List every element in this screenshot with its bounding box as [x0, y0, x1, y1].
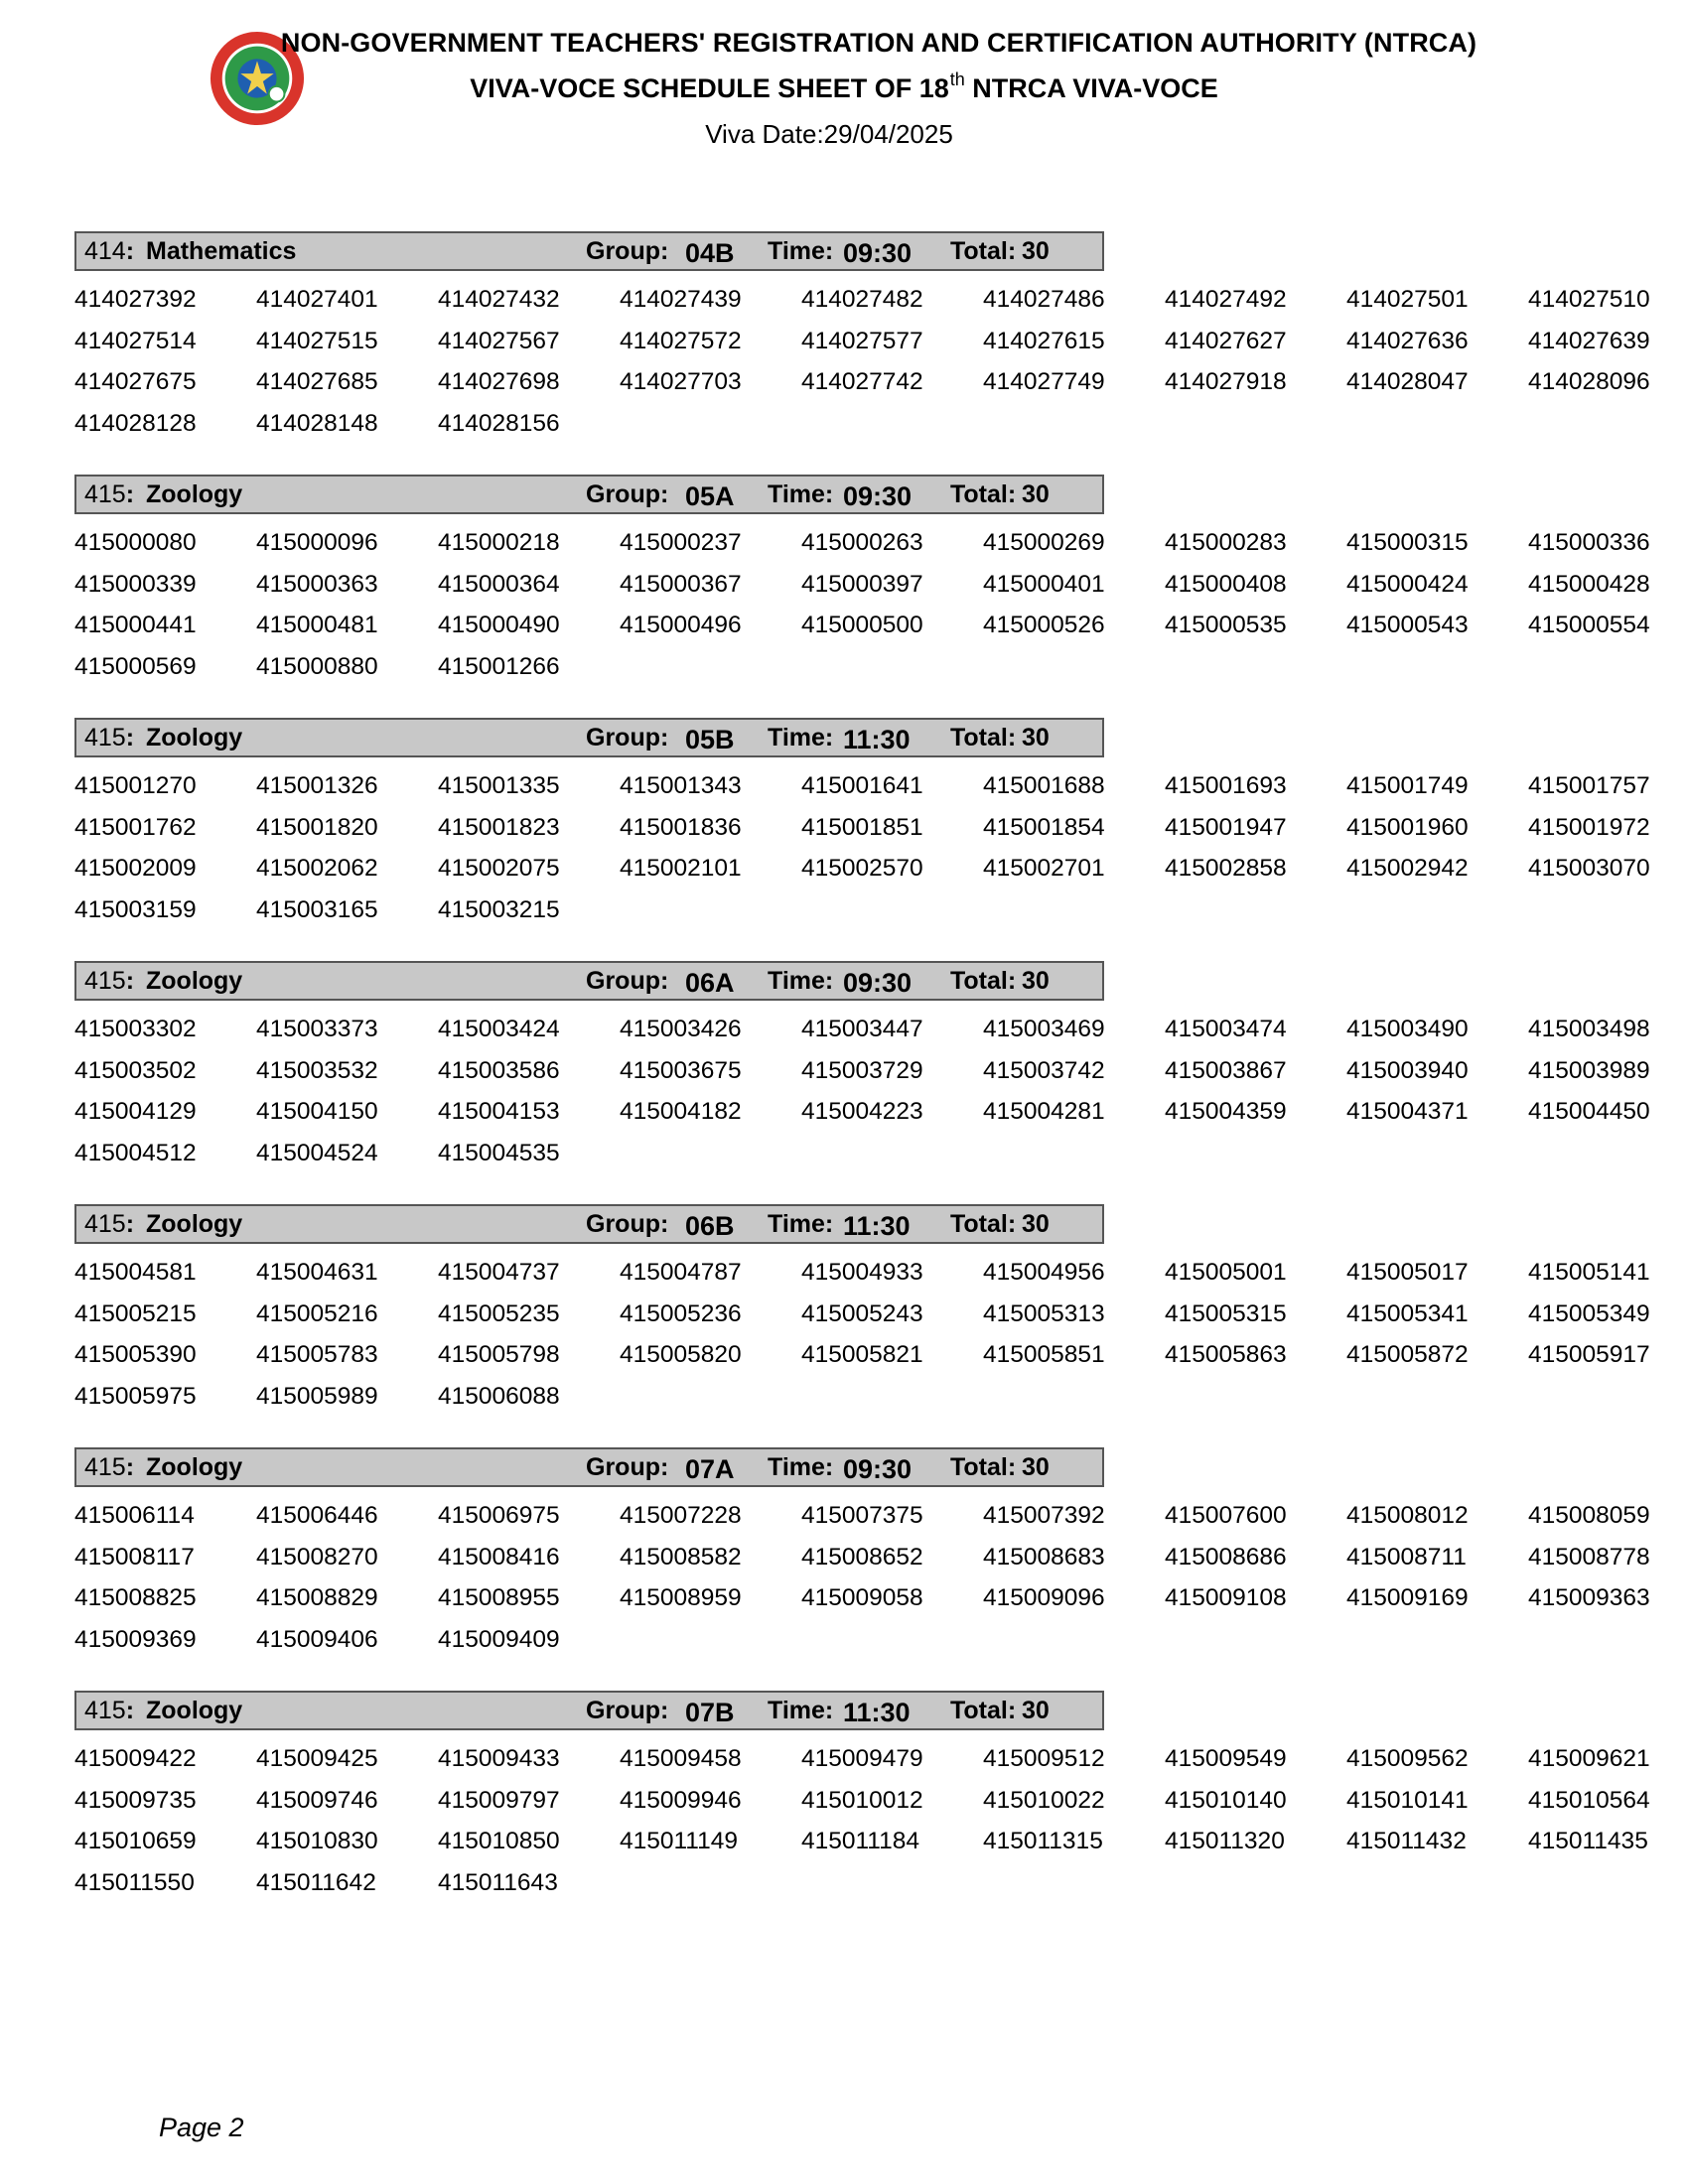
roll-number: 415003302: [74, 1016, 197, 1042]
roll-number: 415004359: [1165, 1098, 1287, 1125]
group-value: 07A: [685, 1454, 735, 1484]
roll-number: 415005975: [74, 1382, 197, 1410]
subject-name: Zoology: [146, 967, 243, 995]
roll-number: 415004153: [438, 1098, 560, 1125]
roll-number: 415009562: [1346, 1745, 1469, 1772]
subject-code: 415:: [84, 1453, 135, 1481]
roll-number: 415005315: [1165, 1299, 1287, 1327]
roll-number: 415001960: [1346, 813, 1469, 841]
roll-number: 415000364: [438, 570, 560, 598]
roll-number: 415005313: [983, 1299, 1105, 1327]
roll-number: 415004450: [1528, 1098, 1650, 1125]
roll-number: 415011320: [1165, 1828, 1285, 1854]
roll-number-grid: [74, 1252, 1683, 1417]
roll-number: 415003729: [801, 1056, 923, 1084]
roll-number: 415005141: [1528, 1259, 1650, 1286]
roll-number: 415003070: [1528, 855, 1650, 882]
subject-code: 414:: [84, 237, 135, 265]
roll-number: 415002570: [801, 855, 923, 882]
roll-number: 415000315: [1346, 529, 1469, 556]
schedule-section: [74, 961, 1683, 1199]
roll-number: 415000880: [256, 652, 378, 680]
roll-number: 414028096: [1528, 368, 1650, 395]
schedule-section: [74, 231, 1683, 470]
roll-number: 415004512: [74, 1139, 197, 1166]
roll-number: 415005783: [256, 1341, 378, 1368]
roll-number-grid: [74, 522, 1683, 687]
roll-number: 415011149: [620, 1828, 738, 1854]
roll-number: 415000543: [1346, 612, 1469, 638]
roll-number: 414027492: [1165, 286, 1287, 313]
roll-number: 415008582: [620, 1543, 742, 1570]
time-label: Time:: [768, 480, 834, 508]
time-label: Time:: [768, 967, 834, 995]
roll-number: 415006975: [438, 1502, 560, 1529]
time-label: Time:: [768, 237, 834, 265]
roll-number: 415000367: [620, 570, 742, 598]
roll-number: 415000401: [983, 570, 1105, 598]
roll-number: 415000441: [74, 612, 197, 638]
roll-number: 415005349: [1528, 1299, 1650, 1327]
roll-number: 415002101: [620, 855, 742, 882]
roll-number: 415003165: [256, 895, 378, 923]
roll-number: 415001266: [438, 652, 560, 680]
roll-number: 415009512: [983, 1745, 1105, 1772]
roll-number: 414027742: [801, 368, 923, 395]
roll-number: 415005821: [801, 1341, 923, 1368]
roll-number: 415010140: [1165, 1786, 1287, 1814]
roll-number: 415004182: [620, 1098, 742, 1125]
roll-number: 415005820: [620, 1341, 742, 1368]
roll-number: 415008012: [1346, 1502, 1469, 1529]
roll-number: 415002858: [1165, 855, 1287, 882]
roll-number: 414027577: [801, 327, 923, 354]
roll-number: 414027515: [256, 327, 378, 354]
roll-number: 414027698: [438, 368, 560, 395]
roll-number: 415000490: [438, 612, 560, 638]
time-value: 11:30: [843, 1698, 911, 1727]
roll-number: 415004631: [256, 1259, 378, 1286]
roll-number: 415005215: [74, 1299, 197, 1327]
group-label: Group:: [586, 480, 669, 508]
total-label: Total:: [950, 480, 1017, 508]
roll-number: 414027918: [1165, 368, 1287, 395]
group-label: Group:: [586, 1697, 669, 1724]
roll-number: 415003940: [1346, 1056, 1469, 1084]
roll-number: 415008711: [1346, 1543, 1467, 1570]
roll-number: 415009797: [438, 1786, 560, 1814]
roll-number: 415000269: [983, 529, 1105, 556]
roll-number: 415000500: [801, 612, 923, 638]
roll-number: 415005243: [801, 1299, 923, 1327]
roll-number: 415008959: [620, 1584, 742, 1611]
roll-number: 415008059: [1528, 1502, 1650, 1529]
roll-number: 415001757: [1528, 772, 1650, 799]
subject-code: 415:: [84, 724, 135, 751]
total-value: 30: [1022, 237, 1050, 265]
section-header: [74, 231, 1104, 271]
roll-number: 415008652: [801, 1543, 923, 1570]
roll-number: 415009746: [256, 1786, 378, 1814]
roll-number: 414028148: [256, 409, 378, 437]
roll-number: 415003373: [256, 1016, 378, 1042]
roll-number: 415008683: [983, 1543, 1105, 1570]
roll-number-grid: [74, 1738, 1683, 1903]
roll-number: 415004371: [1346, 1098, 1469, 1125]
total-value: 30: [1022, 967, 1050, 995]
roll-number: 414027567: [438, 327, 560, 354]
roll-number: 415001972: [1528, 813, 1650, 841]
roll-number: 415005216: [256, 1299, 378, 1327]
roll-number: 415005872: [1346, 1341, 1469, 1368]
subject-name: Zoology: [146, 1697, 243, 1724]
roll-number: 415009621: [1528, 1745, 1650, 1772]
roll-number: 414027572: [620, 327, 742, 354]
roll-number: 415001823: [438, 813, 560, 841]
roll-number: 415008825: [74, 1584, 197, 1611]
roll-number: 415001836: [620, 813, 742, 841]
group-label: Group:: [586, 967, 669, 995]
section-header: [74, 1691, 1104, 1730]
roll-number: 415005236: [620, 1299, 742, 1327]
roll-number: 415000554: [1528, 612, 1650, 638]
roll-number: 415005017: [1346, 1259, 1469, 1286]
section-header: [74, 961, 1104, 1001]
roll-number: 415005341: [1346, 1299, 1469, 1327]
roll-number: 414027501: [1346, 286, 1469, 313]
subject-name: Mathematics: [146, 237, 297, 265]
time-value: 09:30: [843, 481, 913, 511]
roll-number: 415000080: [74, 529, 197, 556]
roll-number: 414027439: [620, 286, 742, 313]
roll-number: 415005851: [983, 1341, 1105, 1368]
roll-number: 415010022: [983, 1786, 1105, 1814]
roll-number: 415004223: [801, 1098, 923, 1125]
roll-number: 415000496: [620, 612, 742, 638]
roll-number: 415011643: [438, 1868, 558, 1896]
roll-number: 414028128: [74, 409, 197, 437]
roll-number: 415009425: [256, 1745, 378, 1772]
total-label: Total:: [950, 967, 1017, 995]
roll-number: 415001820: [256, 813, 378, 841]
roll-number: 415004737: [438, 1259, 560, 1286]
roll-number: 415002009: [74, 855, 197, 882]
roll-number: 415000218: [438, 529, 560, 556]
roll-number-grid: [74, 1495, 1683, 1660]
total-label: Total:: [950, 724, 1017, 751]
roll-number: 415009096: [983, 1584, 1105, 1611]
roll-number: 415003742: [983, 1056, 1105, 1084]
roll-number: 415000569: [74, 652, 197, 680]
roll-number: 414027392: [74, 286, 197, 313]
roll-number: 414027627: [1165, 327, 1287, 354]
page-number: Page 2: [159, 2113, 244, 2142]
roll-number: 415002062: [256, 855, 378, 882]
roll-number: 415005235: [438, 1299, 560, 1327]
roll-number-grid: [74, 1009, 1683, 1173]
group-value: 06A: [685, 968, 735, 998]
roll-number: 415000526: [983, 612, 1105, 638]
roll-number: 415002075: [438, 855, 560, 882]
group-value: 06B: [685, 1211, 735, 1241]
roll-number: 415003490: [1346, 1016, 1469, 1042]
roll-number: 415009169: [1346, 1584, 1469, 1611]
group-label: Group:: [586, 1453, 669, 1481]
time-value: 09:30: [843, 238, 913, 268]
roll-number: 414027510: [1528, 286, 1650, 313]
time-value: 09:30: [843, 968, 913, 998]
schedule-section: [74, 1447, 1683, 1686]
roll-number: 415010012: [801, 1786, 923, 1814]
time-value: 11:30: [843, 1211, 911, 1241]
roll-number: 415001326: [256, 772, 378, 799]
roll-number: 415001270: [74, 772, 197, 799]
roll-number: 415005001: [1165, 1259, 1287, 1286]
roll-number: 415010564: [1528, 1786, 1650, 1814]
roll-number: 415003426: [620, 1016, 742, 1042]
roll-number: 414027615: [983, 327, 1105, 354]
viva-date: Viva Date:29/04/2025: [705, 119, 953, 149]
roll-number: 415009735: [74, 1786, 197, 1814]
group-label: Group:: [586, 1210, 669, 1238]
roll-number: 415009549: [1165, 1745, 1287, 1772]
roll-number: 415009422: [74, 1745, 197, 1772]
roll-number: 415000535: [1165, 612, 1287, 638]
group-value: 04B: [685, 238, 735, 268]
roll-number: 415000408: [1165, 570, 1287, 598]
roll-number: 415000424: [1346, 570, 1469, 598]
roll-number: 415010659: [74, 1828, 197, 1854]
roll-number: 415011184: [801, 1828, 919, 1854]
roll-number: 415011432: [1346, 1828, 1467, 1854]
roll-number: 415003215: [438, 895, 560, 923]
roll-number: 415000397: [801, 570, 923, 598]
roll-number: 415009058: [801, 1584, 923, 1611]
roll-number: 415010850: [438, 1828, 560, 1854]
roll-number: 415008686: [1165, 1543, 1287, 1570]
roll-number: 415000481: [256, 612, 378, 638]
roll-number: 415000283: [1165, 529, 1287, 556]
roll-number: 415003159: [74, 895, 197, 923]
roll-number: 415009946: [620, 1786, 742, 1814]
total-value: 30: [1022, 480, 1050, 508]
roll-number: 414027486: [983, 286, 1105, 313]
roll-number: 414027639: [1528, 327, 1650, 354]
roll-number: 415004956: [983, 1259, 1105, 1286]
roll-number: 415001851: [801, 813, 923, 841]
time-value: 11:30: [843, 725, 911, 754]
roll-number: 415011315: [983, 1828, 1103, 1854]
roll-number: 414028047: [1346, 368, 1469, 395]
time-label: Time:: [768, 724, 834, 751]
roll-number: 415010830: [256, 1828, 378, 1854]
roll-number: 415009369: [74, 1625, 197, 1653]
roll-number: 415001641: [801, 772, 923, 799]
roll-number: 415003586: [438, 1056, 560, 1084]
roll-number: 415001335: [438, 772, 560, 799]
subject-name: Zoology: [146, 480, 243, 508]
roll-number: 415005390: [74, 1341, 197, 1368]
total-value: 30: [1022, 1210, 1050, 1238]
roll-number: 415007392: [983, 1502, 1105, 1529]
roll-number: 415008416: [438, 1543, 560, 1570]
roll-number: 415005917: [1528, 1341, 1650, 1368]
roll-number: 415000336: [1528, 529, 1650, 556]
roll-number: 415006088: [438, 1382, 560, 1410]
roll-number: 415010141: [1346, 1786, 1469, 1814]
roll-number: 415001762: [74, 813, 197, 841]
total-value: 30: [1022, 1453, 1050, 1481]
roll-number: 415003502: [74, 1056, 197, 1084]
time-label: Time:: [768, 1210, 834, 1238]
roll-number-grid: [74, 279, 1683, 444]
roll-number: 415003498: [1528, 1016, 1650, 1042]
schedule-section: [74, 475, 1683, 713]
group-value: 05B: [685, 725, 735, 754]
roll-number: 415003532: [256, 1056, 378, 1084]
schedule-section: [74, 718, 1683, 956]
section-header: [74, 1447, 1104, 1487]
total-value: 30: [1022, 724, 1050, 751]
roll-number: 415003424: [438, 1016, 560, 1042]
roll-number: 415004933: [801, 1259, 923, 1286]
total-label: Total:: [950, 1697, 1017, 1724]
roll-number: 415007600: [1165, 1502, 1287, 1529]
roll-number: 415001947: [1165, 813, 1287, 841]
roll-number: 415008955: [438, 1584, 560, 1611]
time-value: 09:30: [843, 1454, 913, 1484]
roll-number: 415009458: [620, 1745, 742, 1772]
subject-code: 415:: [84, 967, 135, 995]
subject-name: Zoology: [146, 1453, 243, 1481]
roll-number: 415003469: [983, 1016, 1105, 1042]
roll-number: 415004281: [983, 1098, 1105, 1125]
roll-number: 415000237: [620, 529, 742, 556]
page-subtitle: VIVA-VOCE SCHEDULE SHEET OF 18th NTRCA VIVA-VOCE: [470, 69, 1218, 103]
roll-number: 415000363: [256, 570, 378, 598]
subject-name: Zoology: [146, 724, 243, 751]
roll-number: 415003989: [1528, 1056, 1650, 1084]
time-label: Time:: [768, 1453, 834, 1481]
roll-number: 415005989: [256, 1382, 378, 1410]
roll-number: 414027685: [256, 368, 378, 395]
roll-number: 415000096: [256, 529, 378, 556]
roll-number-grid: [74, 765, 1683, 930]
roll-number: 415011642: [256, 1868, 376, 1896]
roll-number: 415006446: [256, 1502, 378, 1529]
roll-number: 415004787: [620, 1259, 742, 1286]
group-label: Group:: [586, 724, 669, 751]
roll-number: 415009479: [801, 1745, 923, 1772]
group-value: 05A: [685, 481, 735, 511]
roll-number: 414027675: [74, 368, 197, 395]
roll-number: 415005798: [438, 1341, 560, 1368]
roll-number: 415000428: [1528, 570, 1650, 598]
roll-number: 414027636: [1346, 327, 1469, 354]
section-header: [74, 1204, 1104, 1244]
subject-code: 415:: [84, 480, 135, 508]
time-label: Time:: [768, 1697, 834, 1724]
total-label: Total:: [950, 1453, 1017, 1481]
total-label: Total:: [950, 237, 1017, 265]
roll-number: 415011435: [1528, 1828, 1648, 1854]
roll-number: 415008829: [256, 1584, 378, 1611]
page-title: NON-GOVERNMENT TEACHERS' REGISTRATION AND CERTIFICATION AUTHORITY (NTRCA): [280, 28, 1477, 58]
roll-number: 415009406: [256, 1625, 378, 1653]
total-value: 30: [1022, 1697, 1050, 1724]
roll-number: 415005863: [1165, 1341, 1287, 1368]
roll-number: 415001749: [1346, 772, 1469, 799]
roll-number: 415006114: [74, 1502, 195, 1529]
total-label: Total:: [950, 1210, 1017, 1238]
roll-number: 415002701: [983, 855, 1105, 882]
roll-number: 415000339: [74, 570, 197, 598]
section-header: [74, 718, 1104, 757]
roll-number: 415003675: [620, 1056, 742, 1084]
roll-number: 414027401: [256, 286, 378, 313]
subject-code: 415:: [84, 1697, 135, 1724]
roll-number: 415001343: [620, 772, 742, 799]
roll-number: 415009433: [438, 1745, 560, 1772]
roll-number: 415003447: [801, 1016, 923, 1042]
roll-number: 414027749: [983, 368, 1105, 395]
group-value: 07B: [685, 1698, 735, 1727]
roll-number: 415000263: [801, 529, 923, 556]
subject-name: Zoology: [146, 1210, 243, 1238]
roll-number: 415001854: [983, 813, 1105, 841]
roll-number: 415008270: [256, 1543, 378, 1570]
roll-number: 415011550: [74, 1868, 195, 1896]
roll-number: 415008117: [74, 1543, 195, 1570]
roll-number: 415008778: [1528, 1543, 1650, 1570]
roll-number: 415009108: [1165, 1584, 1287, 1611]
subject-code: 415:: [84, 1210, 135, 1238]
roll-number: 415004524: [256, 1139, 378, 1166]
roll-number: 415007228: [620, 1502, 742, 1529]
roll-number: 415004150: [256, 1098, 378, 1125]
roll-number: 415001688: [983, 772, 1105, 799]
roll-number: 415004129: [74, 1098, 197, 1125]
schedule-section: [74, 1204, 1683, 1442]
roll-number: 415009363: [1528, 1584, 1650, 1611]
schedule-section: [74, 1691, 1683, 1929]
roll-number: 414027432: [438, 286, 560, 313]
roll-number: 414027514: [74, 327, 197, 354]
roll-number: 414027703: [620, 368, 742, 395]
roll-number: 415001693: [1165, 772, 1287, 799]
roll-number: 415004535: [438, 1139, 560, 1166]
section-header: [74, 475, 1104, 514]
roll-number: 415003474: [1165, 1016, 1287, 1042]
roll-number: 414028156: [438, 409, 560, 437]
roll-number: 415004581: [74, 1259, 197, 1286]
roll-number: 415002942: [1346, 855, 1469, 882]
roll-number: 415003867: [1165, 1056, 1287, 1084]
roll-number: 415007375: [801, 1502, 923, 1529]
roll-number: 415009409: [438, 1625, 560, 1653]
group-label: Group:: [586, 237, 669, 265]
roll-number: 414027482: [801, 286, 923, 313]
